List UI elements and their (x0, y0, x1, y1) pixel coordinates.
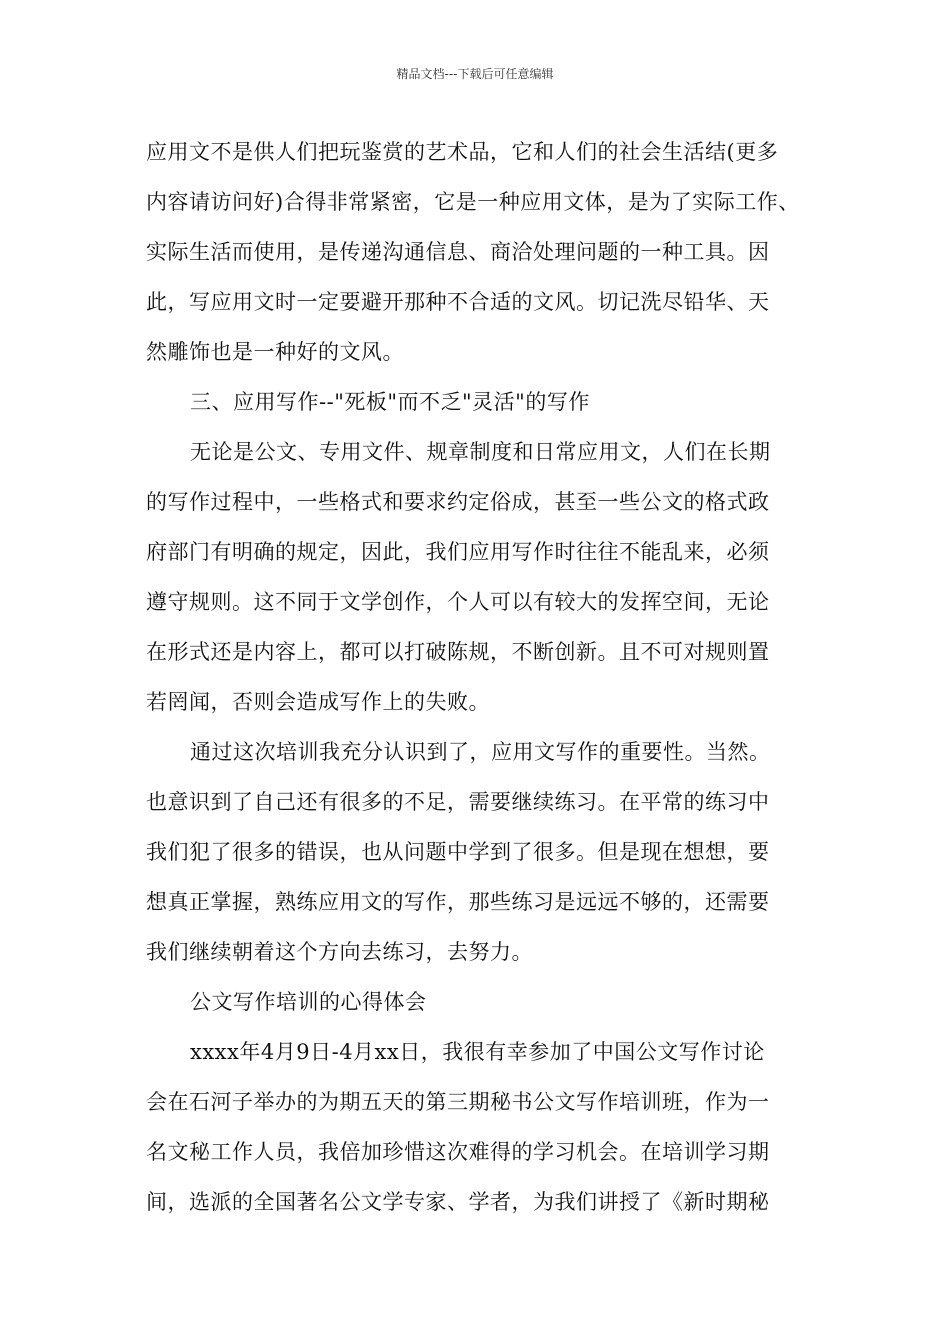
text-line: 公文写作培训的心得体会 (190, 990, 427, 1014)
text-line: 府部门有明确的规定，因此，我们应用写作时往往不能乱来，必须 (146, 540, 770, 564)
text-line: 无论是公文、专用文件、规章制度和日常应用文，人们在长期 (190, 440, 771, 464)
text-line: 应用文不是供人们把玩鉴赏的艺术品，它和人们的社会生活结(更多 (146, 140, 779, 164)
text-line: 在形式还是内容上，都可以打破陈规，不断创新。且不可对规则置 (146, 640, 770, 664)
text-line: 想真正掌握，熟练应用文的写作，那些练习是远远不够的，还需要 (146, 890, 770, 914)
text-line: 内容请访问好)合得非常紧密，它是一种应用文体，是为了实际工作、 (146, 190, 800, 214)
text-line: 实际生活而使用，是传递沟通信息、商洽处理问题的一种工具。因 (146, 240, 770, 264)
text-line: 若罔闻，否则会造成写作上的失败。 (146, 690, 490, 714)
text-line: 通过这次培训我充分认识到了，应用文写作的重要性。当然。 (190, 740, 771, 764)
text-line: 间，选派的全国著名公文学专家、学者，为我们讲授了《新时期秘 (146, 1190, 770, 1214)
page-header: 精品文档---下载后可任意编辑 (396, 67, 554, 81)
text-line: 名文秘工作人员，我倍加珍惜这次难得的学习机会。在培训学习期 (146, 1140, 770, 1164)
text-line: 遵守规则。这不同于文学创作，个人可以有较大的发挥空间，无论 (146, 590, 770, 614)
text-line: 此，写应用文时一定要避开那种不合适的文风。切记洗尽铅华、天 (146, 290, 770, 314)
text-line: 我们犯了很多的错误，也从问题中学到了很多。但是现在想想，要 (146, 840, 770, 864)
document-body (146, 127, 806, 1227)
text-line: 我们继续朝着这个方向去练习，去努力。 (146, 940, 533, 964)
text-line: xxxx年4月9日-4月xx日，我很有幸参加了中国公文写作讨论 (190, 1040, 765, 1064)
text-line: 会在石河子举办的为期五天的第三期秘书公文写作培训班，作为一 (146, 1090, 770, 1114)
text-line: 也意识到了自己还有很多的不足，需要继续练习。在平常的练习中 (146, 790, 770, 814)
text-line: 然雕饰也是一种好的文风。 (146, 340, 404, 364)
text-line: 三、应用写作--"死板"而不乏"灵活"的写作 (190, 390, 590, 414)
text-line: 的写作过程中，一些格式和要求约定俗成，甚至一些公文的格式政 (146, 490, 770, 514)
